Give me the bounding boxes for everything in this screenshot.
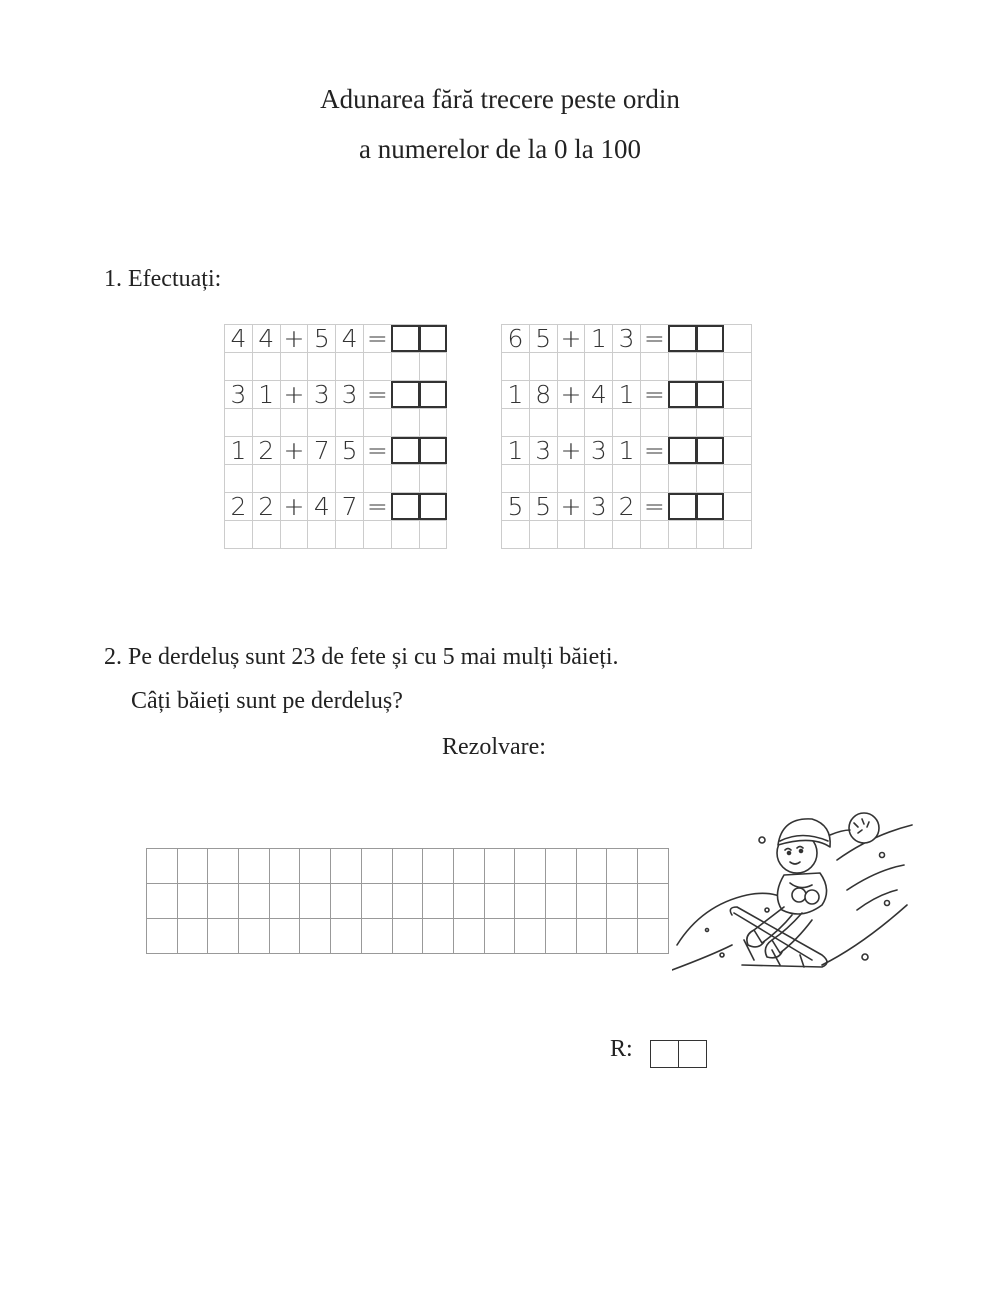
solution-grid-cell[interactable] [361,883,392,918]
grid-cell [723,380,751,408]
left-eq1-eq: = [363,324,391,352]
grid-cell [584,464,612,492]
right-eq2-answer-units[interactable] [696,380,724,408]
solution-grid-cell[interactable] [177,918,208,953]
left-eq4-b1: 4 [307,492,335,520]
answer-box[interactable] [650,1040,705,1068]
grid-cell [612,352,640,380]
right-eq2-answer-tens[interactable] [668,380,696,408]
left-eq4-a1: 2 [224,492,252,520]
grid-cell [529,464,557,492]
left-eq2-b2: 3 [335,380,363,408]
grid-cell [224,408,252,436]
left-eq2-answer-tens[interactable] [391,380,419,408]
grid-cell [280,464,308,492]
grid-cell [723,324,751,352]
right-eq3-answer-tens[interactable] [668,436,696,464]
grid-cell [557,408,585,436]
solution-grid-cell[interactable] [299,883,330,918]
grid-cell [529,520,557,548]
solution-grid-cell[interactable] [146,883,177,918]
right-eq1-b2: 3 [612,324,640,352]
grid-cell [501,520,529,548]
grid-cell [224,520,252,548]
left-eq4-a2: 2 [252,492,280,520]
right-eq1-answer-units[interactable] [696,324,724,352]
grid-cell [335,408,363,436]
grid-cell [696,464,724,492]
grid-cell [612,408,640,436]
left-eq2-b1: 3 [307,380,335,408]
exercise-1-label: 1. Efectuați: [104,266,222,292]
solution-grid-cell[interactable] [606,883,637,918]
solution-grid-cell[interactable] [637,883,668,918]
grid-cell [391,352,419,380]
grid-cell [668,520,696,548]
equation-grid-right [501,324,752,549]
grid-cell [668,464,696,492]
solution-grid-cell[interactable] [606,848,637,883]
right-eq3-a1: 1 [501,436,529,464]
solution-grid-cell[interactable] [576,918,607,953]
solution-grid-cell[interactable] [545,848,576,883]
left-eq3-op: + [280,436,308,464]
grid-cell [307,352,335,380]
grid-cell [363,352,391,380]
solution-grid-cell[interactable] [269,918,300,953]
solution-grid-cell[interactable] [484,918,515,953]
answer-digit-units[interactable] [678,1040,707,1068]
grid-cell [335,352,363,380]
right-eq4-answer-tens[interactable] [668,492,696,520]
grid-cell [419,520,447,548]
grid-cell [668,352,696,380]
solution-grid-cell[interactable] [545,883,576,918]
left-eq1-b1: 5 [307,324,335,352]
grid-cell [557,464,585,492]
solution-label: Rezolvare: [442,734,546,760]
solution-grid-cell[interactable] [238,848,269,883]
right-eq3-answer-units[interactable] [696,436,724,464]
grid-cell [696,408,724,436]
left-eq3-answer-units[interactable] [419,436,447,464]
grid-cell [363,408,391,436]
right-eq2-a2: 8 [529,380,557,408]
grid-cell [252,520,280,548]
right-eq1-eq: = [640,324,668,352]
grid-cell [363,520,391,548]
left-eq3-b2: 5 [335,436,363,464]
solution-grid-cell[interactable] [453,918,484,953]
left-eq3-a1: 1 [224,436,252,464]
solution-grid-cell[interactable] [606,918,637,953]
grid-cell [307,464,335,492]
solution-grid-cell[interactable] [177,848,208,883]
grid-cell [557,352,585,380]
grid-cell [723,436,751,464]
right-eq4-answer-units[interactable] [696,492,724,520]
solution-grid-cell[interactable] [269,848,300,883]
left-eq4-eq: = [363,492,391,520]
worksheet-title-line-1: Adunarea fără trecere peste ordin [320,84,680,114]
grid-cell [335,464,363,492]
equation-grid-left [224,324,447,549]
exercise-2-statement: 2. Pe derdeluș sunt 23 de fete și cu 5 mai mulți băieți. [104,644,619,670]
left-eq3-a2: 2 [252,436,280,464]
grid-cell [640,520,668,548]
grid-cell [557,520,585,548]
solution-grid-cell[interactable] [453,848,484,883]
solution-grid-cell[interactable] [422,883,453,918]
right-eq3-b1: 3 [584,436,612,464]
right-eq3-a2: 3 [529,436,557,464]
grid-cell [668,408,696,436]
grid-cell [723,492,751,520]
grid-cell [307,520,335,548]
solution-grid-cell[interactable] [177,883,208,918]
grid-cell [584,408,612,436]
left-eq3-answer-tens[interactable] [391,436,419,464]
solution-grid-cell[interactable] [392,883,423,918]
solution-grid-cell[interactable] [238,883,269,918]
left-eq2-answer-units[interactable] [419,380,447,408]
right-eq3-eq: = [640,436,668,464]
grid-cell [419,464,447,492]
grid-cell [529,352,557,380]
solution-grid-cell[interactable] [576,848,607,883]
solution-grid-cell[interactable] [361,848,392,883]
grid-cell [696,352,724,380]
grid-cell [584,352,612,380]
solution-grid-cell[interactable] [330,918,361,953]
right-eq4-b1: 3 [584,492,612,520]
grid-cell [529,408,557,436]
left-eq2-a1: 3 [224,380,252,408]
right-eq3-b2: 1 [612,436,640,464]
grid-cell [501,352,529,380]
solution-grid-cell[interactable] [330,883,361,918]
solution-grid-cell[interactable] [392,918,423,953]
grid-cell [501,408,529,436]
solution-grid-cell[interactable] [392,848,423,883]
grid-cell [584,520,612,548]
solution-grid-cell[interactable] [269,883,300,918]
grid-cell [723,464,751,492]
grid-cell [612,464,640,492]
grid-cell [391,408,419,436]
solution-grid-cell[interactable] [330,848,361,883]
grid-cell [723,352,751,380]
right-eq4-b2: 2 [612,492,640,520]
exercise-2-question: Câți băieți sunt pe derdeluș? [131,688,403,714]
grid-cell [252,408,280,436]
right-eq3-op: + [557,436,585,464]
left-eq3-b1: 7 [307,436,335,464]
grid-cell [419,408,447,436]
grid-cell [501,464,529,492]
right-eq1-op: + [557,324,585,352]
left-eq1-a1: 4 [224,324,252,352]
solution-grid-cell[interactable] [207,848,238,883]
left-eq4-op: + [280,492,308,520]
grid-cell [640,352,668,380]
right-eq4-op: + [557,492,585,520]
right-eq2-op: + [557,380,585,408]
solution-grid-cell[interactable] [422,918,453,953]
left-eq1-answer-tens[interactable] [391,324,419,352]
answer-digit-tens[interactable] [650,1040,679,1068]
grid-cell [391,520,419,548]
worksheet-title-line-2: a numerelor de la 0 la 100 [359,134,641,164]
grid-cell [335,520,363,548]
grid-cell [224,464,252,492]
left-eq1-a2: 4 [252,324,280,352]
right-eq2-eq: = [640,380,668,408]
solution-grid-cell[interactable] [637,848,668,883]
right-eq4-a1: 5 [501,492,529,520]
grid-cell [280,352,308,380]
grid-cell [640,408,668,436]
grid-cell [363,464,391,492]
left-eq2-a2: 1 [252,380,280,408]
grid-cell [696,520,724,548]
solution-grid-cell[interactable] [484,883,515,918]
solution-grid-cell[interactable] [361,918,392,953]
left-eq1-op: + [280,324,308,352]
left-eq1-b2: 4 [335,324,363,352]
right-eq2-a1: 1 [501,380,529,408]
left-eq4-b2: 7 [335,492,363,520]
right-eq2-b2: 1 [612,380,640,408]
solution-grid-cell[interactable] [146,918,177,953]
right-eq4-eq: = [640,492,668,520]
left-eq3-eq: = [363,436,391,464]
left-eq2-op: + [280,380,308,408]
left-eq2-eq: = [363,380,391,408]
solution-grid-cell[interactable] [207,883,238,918]
grid-cell [391,464,419,492]
grid-cell [224,352,252,380]
solution-grid-cell[interactable] [514,848,545,883]
solution-grid[interactable] [146,848,669,954]
grid-cell [419,352,447,380]
solution-grid-cell[interactable] [545,918,576,953]
solution-grid-cell[interactable] [484,848,515,883]
right-eq1-b1: 1 [584,324,612,352]
grid-cell [280,408,308,436]
right-eq4-a2: 5 [529,492,557,520]
solution-grid-cell[interactable] [453,883,484,918]
grid-cell [307,408,335,436]
right-eq2-b1: 4 [584,380,612,408]
left-eq1-answer-units[interactable] [419,324,447,352]
right-eq1-answer-tens[interactable] [668,324,696,352]
solution-grid-cell[interactable] [576,883,607,918]
grid-cell [280,520,308,548]
sledding-child-illustration [672,795,922,980]
solution-grid-cell[interactable] [514,918,545,953]
grid-cell [612,520,640,548]
left-eq4-answer-tens[interactable] [391,492,419,520]
grid-cell [723,520,751,548]
grid-cell [252,464,280,492]
solution-grid-cell[interactable] [146,848,177,883]
solution-grid-cell[interactable] [299,918,330,953]
right-eq1-a2: 5 [529,324,557,352]
solution-grid-cell[interactable] [238,918,269,953]
solution-grid-cell[interactable] [514,883,545,918]
left-eq4-answer-units[interactable] [419,492,447,520]
right-eq1-a1: 6 [501,324,529,352]
grid-cell [723,408,751,436]
grid-cell [640,464,668,492]
solution-grid-cell[interactable] [422,848,453,883]
grid-cell [252,352,280,380]
solution-grid-cell[interactable] [207,918,238,953]
answer-label: R: [610,1036,633,1062]
solution-grid-cell[interactable] [299,848,330,883]
solution-grid-cell[interactable] [637,918,668,953]
